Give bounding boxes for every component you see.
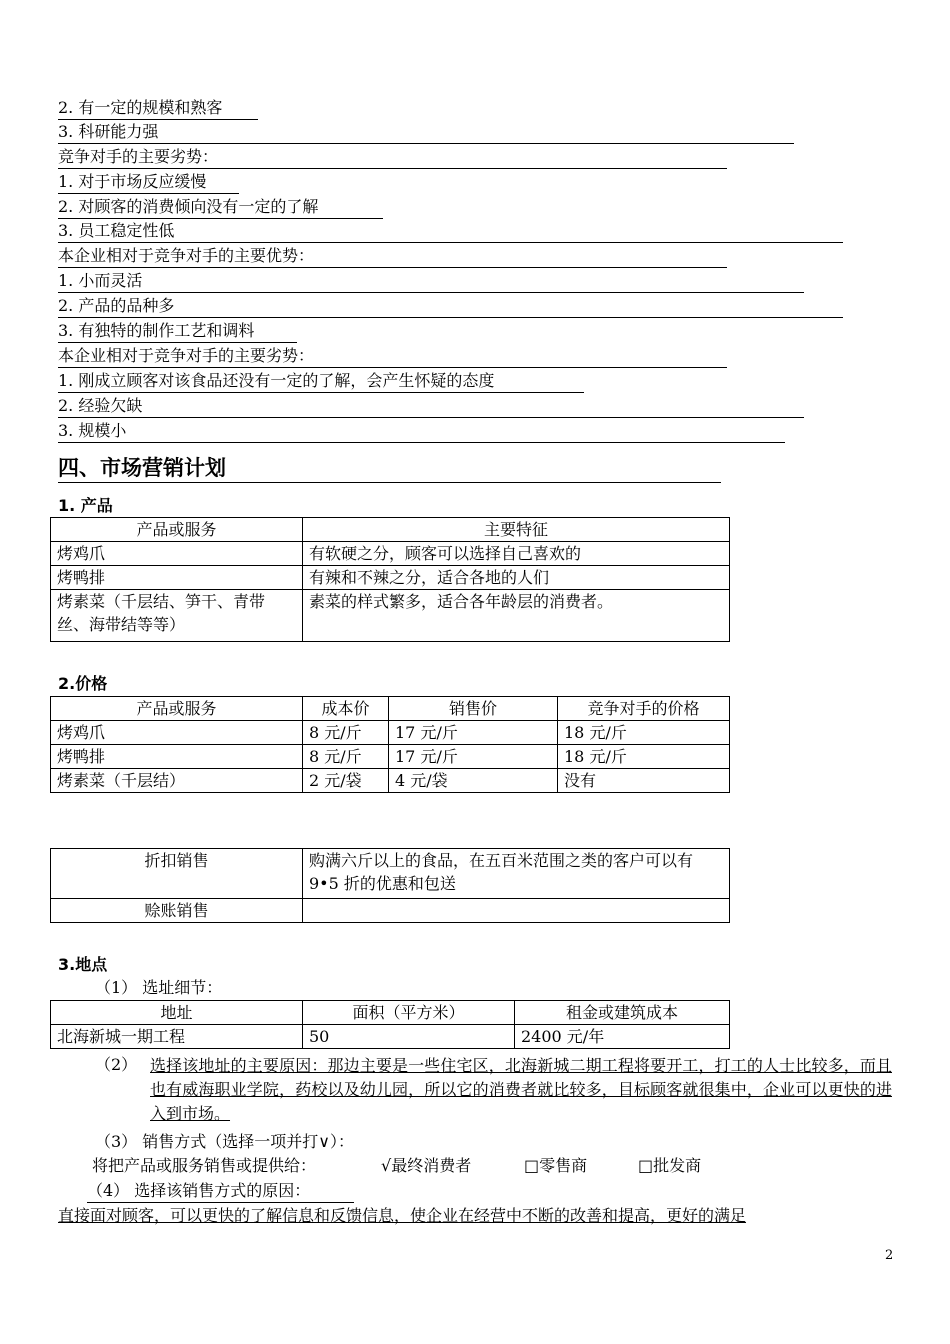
text-line: 1. 刚成立顾客对该食品还没有一定的了解，会产生怀疑的态度 <box>58 370 584 393</box>
table-cell: 烤素菜（千层结） <box>51 769 303 793</box>
place-label: 3.地点 <box>58 955 108 974</box>
text-line: 1. 对于市场反应缓慢 <box>58 171 239 194</box>
header-cell: 成本价 <box>303 697 389 721</box>
header-cell: 产品或服务 <box>51 697 303 721</box>
table-cell: 17 元/斤 <box>389 745 558 769</box>
table-cell: 50 <box>303 1025 515 1049</box>
table-cell: 烤鸡爪 <box>51 721 303 745</box>
sale-to-label: 将把产品或服务销售或提供给： <box>92 1156 317 1175</box>
table-row <box>51 1025 730 1049</box>
header-cell: 竞争对手的价格 <box>558 697 730 721</box>
text-line: 2. 对顾客的消费倾向没有一定的了解 <box>58 196 383 219</box>
product-label: 1. 产品 <box>58 496 113 515</box>
text-line: 3. 科研能力强 <box>58 121 794 144</box>
section-title: 四、市场营销计划 <box>58 454 721 483</box>
text-line: 3. 有独特的制作工艺和调料 <box>58 320 297 343</box>
table-cell: 有辣和不辣之分，适合各地的人们 <box>303 566 730 590</box>
price-table <box>50 696 730 793</box>
table-row <box>51 745 730 769</box>
table-cell: 北海新城一期工程 <box>51 1025 303 1049</box>
header-cell: 产品或服务 <box>51 518 303 542</box>
header-cell: 租金或建筑成本 <box>515 1001 730 1025</box>
place-sub1: （1） 选址细节： <box>95 978 223 997</box>
option-wholesaler[interactable]: □批发商 <box>638 1156 702 1175</box>
table-cell: 素菜的样式繁多，适合各年龄层的消费者。 <box>303 590 730 642</box>
reason-text: 直接面对顾客，可以更快的了解信息和反馈信息，使企业在经营中不断的改善和提高，更好的满足 <box>58 1206 747 1225</box>
header-cell: 面积（平方米） <box>303 1001 515 1025</box>
table-row <box>51 769 730 793</box>
table-row <box>51 566 730 590</box>
discount-table <box>50 848 730 923</box>
text-line: 2. 有一定的规模和熟客 <box>58 97 258 120</box>
text-line: 1. 小而灵活 <box>58 270 804 293</box>
table-cell: 购满六斤以上的食品，在五百米范围之类的客户可以有 9•5 折的优惠和包送 <box>303 849 730 899</box>
table-cell: 烤鸡爪 <box>51 542 303 566</box>
table-cell: 8 元/斤 <box>303 721 389 745</box>
table-cell: 17 元/斤 <box>389 721 558 745</box>
header-cell: 地址 <box>51 1001 303 1025</box>
text-line: 2. 产品的品种多 <box>58 295 843 318</box>
table-cell: 4 元/袋 <box>389 769 558 793</box>
text-line: 本企业相对于竞争对手的主要劣势： <box>58 345 727 368</box>
place-sub2-text: 选择该地址的主要原因：那边主要是一些住宅区，北海新城二期工程将要开工，打工的人士比较多，而且也有威海职业学院，药校以及幼儿园，所以它的消费者就比较多，目标顾客就很集中，企业可以更快的进入到市场。 <box>150 1056 892 1123</box>
table-header-row <box>51 697 730 721</box>
table-cell <box>303 899 730 923</box>
text-line: 3. 规模小 <box>58 420 785 443</box>
table-row <box>51 542 730 566</box>
table-cell: 赊账销售 <box>51 899 303 923</box>
text-line: 本企业相对于竞争对手的主要优势： <box>58 245 727 268</box>
text-line: 2. 经验欠缺 <box>58 395 804 418</box>
table-cell: 折扣销售 <box>51 849 303 899</box>
place-sub4: （4） 选择该销售方式的原因： <box>87 1180 354 1203</box>
table-cell: 烤素菜（千层结、笋干、青带丝、海带结等等） <box>51 590 303 642</box>
table-cell: 烤鸭排 <box>51 566 303 590</box>
price-label: 2.价格 <box>58 674 108 693</box>
table-cell: 18 元/斤 <box>558 745 730 769</box>
table-row <box>51 849 730 899</box>
place-sub2-number: （2） <box>95 1055 138 1074</box>
header-cell: 主要特征 <box>303 518 730 542</box>
page-number: 2 <box>885 1248 894 1263</box>
table-header-row <box>51 1001 730 1025</box>
option-retailer[interactable]: □零售商 <box>524 1156 588 1175</box>
place-table <box>50 1000 730 1049</box>
table-row <box>51 899 730 923</box>
header-cell: 销售价 <box>389 697 558 721</box>
table-cell: 2400 元/年 <box>515 1025 730 1049</box>
text-line: 3. 员工稳定性低 <box>58 220 843 243</box>
table-row <box>51 721 730 745</box>
table-cell: 烤鸭排 <box>51 745 303 769</box>
table-cell: 18 元/斤 <box>558 721 730 745</box>
table-cell: 有软硬之分，顾客可以选择自己喜欢的 <box>303 542 730 566</box>
table-cell: 没有 <box>558 769 730 793</box>
table-cell: 8 元/斤 <box>303 745 389 769</box>
table-row <box>51 590 730 642</box>
place-sub3: （3） 销售方式（选择一项并打∨）： <box>95 1132 354 1151</box>
option-final-consumer[interactable]: √最终消费者 <box>381 1156 472 1175</box>
table-header-row <box>51 518 730 542</box>
text-line: 竞争对手的主要劣势： <box>58 146 727 169</box>
table-cell: 2 元/袋 <box>303 769 389 793</box>
product-table <box>50 517 730 642</box>
